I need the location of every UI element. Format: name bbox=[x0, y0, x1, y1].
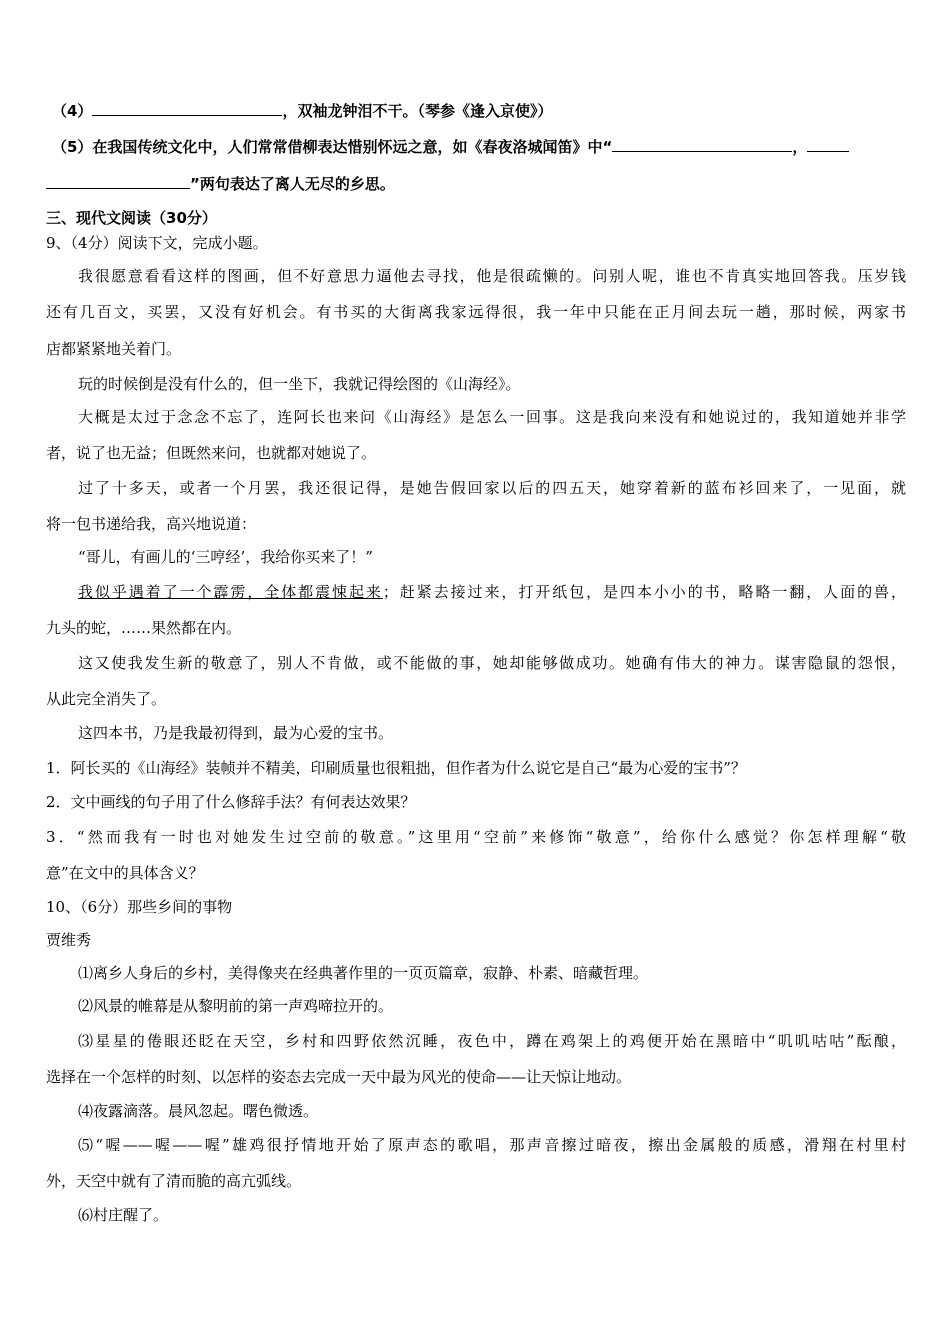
q5-blank-1[interactable] bbox=[612, 137, 792, 152]
q9-p4-line2: 将一包书递给我，高兴地说道： bbox=[46, 515, 257, 533]
q10-section-5-line2: 外，天空中就有了清而脆的高亢弧线。 bbox=[46, 1172, 302, 1190]
q9-p2: 玩的时候倒是没有什么的，但一坐下，我就记得绘图的《山海经》。 bbox=[78, 375, 521, 393]
q9-p7-line2: 从此完全消失了。 bbox=[46, 690, 167, 708]
q10-author: 贾维秀 bbox=[46, 931, 92, 949]
q4-blank[interactable] bbox=[92, 101, 282, 116]
q10-section-3-line1: ⑶星星的倦眼还眨在天空，乡村和四野依然沉睡，夜色中，蹲在鸡架上的鸡便开始在黑暗中“叽叽咕咕”酝酿， bbox=[78, 1032, 906, 1050]
q10-section-4: ⑷夜露滴落。晨风忽起。曙色微透。 bbox=[78, 1102, 319, 1120]
q5-blank-2a[interactable] bbox=[807, 137, 849, 152]
q5-comma: ， bbox=[792, 138, 808, 156]
q9-p6-rest: ；赶紧去接过来，打开纸包，是四本小小的书，略略一翻，人面的兽， bbox=[382, 583, 906, 601]
q9-p8: 这四本书，乃是我最初得到，最为心爱的宝书。 bbox=[78, 724, 394, 742]
q9-p1-line2: 还有几百文，买罢，又没有好机会。有书买的大街离我家远得很，我一年中只能在正月间去玩一趟，那时候，两家书 bbox=[46, 303, 906, 321]
q4-tail: ，双袖龙钟泪不干。（琴参《逢入京使》） bbox=[282, 102, 553, 120]
q10-section-1: ⑴离乡人身后的乡村，美得像夹在经典著作里的一页页篇章，寂静、朴素、暗藏哲理。 bbox=[78, 964, 649, 982]
q5-blank-2b[interactable] bbox=[46, 174, 190, 189]
q9-sub-question-3-line2: 意”在文中的具体含义？ bbox=[46, 864, 204, 882]
q10-section-3-line2: 选择在一个怎样的时刻、以怎样的姿态去完成一天中最为风光的使命——让天惊让地动。 bbox=[46, 1068, 632, 1086]
q9-p3-line1: 大概是太过于念念不忘了，连阿长也来问《山海经》是怎么一回事。这是我向来没有和她说过的，我知道她并非学 bbox=[78, 408, 906, 426]
q10-section-5-line1: ⑸“喔——喔——喔”雄鸡很抒情地开始了原声态的歌唱，那声音擦过暗夜，擦出金属般的质感，滑翔在村里村 bbox=[78, 1136, 906, 1154]
q10-section-2: ⑵风景的帷幕是从黎明前的第一声鸡啼拉开的。 bbox=[78, 997, 394, 1015]
q4-line bbox=[52, 100, 912, 122]
q10-section-6: ⑹村庄醒了。 bbox=[78, 1206, 169, 1224]
q9-p7-line1: 这又使我发生新的敬意了，别人不肯做，或不能做的事，她却能够做成功。她确有伟大的神力。谋害隐鼠的怨恨， bbox=[78, 654, 906, 672]
q5-tail: ”两句表达了离人无尽的乡思。 bbox=[190, 175, 395, 193]
q9-p6-line1 bbox=[78, 581, 906, 603]
q9-p1-line1: 我很愿意看看这样的图画，但不好意思力逼他去寻找，他是很疏懒的。问别人呢，谁也不肯真实地回答我。压岁钱 bbox=[78, 267, 906, 285]
q9-p4-line1: 过了十多天，或者一个月罢，我还很记得，是她告假回家以后的四五天，她穿着新的蓝布衫回来了，一见面，就 bbox=[78, 479, 906, 497]
q9-p6-line2: 九头的蛇，……果然都在内。 bbox=[46, 619, 242, 637]
q9-underlined-sentence: 我似乎遇着了一个霹雳，全体都震悚起来 bbox=[78, 583, 383, 601]
q10-title: 10、（6分）那些乡间的事物 bbox=[46, 898, 233, 916]
q9-sub-question-1: 1．阿长买的《山海经》装帧并不精美，印刷质量也很粗拙，但作者为什么说它是自己“最为心爱的宝书”？ bbox=[46, 759, 746, 777]
q9-title: 9、（4分）阅读下文，完成小题。 bbox=[46, 234, 268, 252]
q5-text: （5）在我国传统文化中，人们常常借柳表达惜别怀远之意，如《春夜洛城闻笛》中“ bbox=[52, 138, 613, 156]
q4-label: （4） bbox=[52, 102, 93, 120]
q5-line-2 bbox=[46, 173, 906, 195]
section-3-heading: 三、现代文阅读（30分） bbox=[46, 209, 217, 227]
q9-p3-line2: 者，说了也无益；但既然来问，也就都对她说了。 bbox=[46, 444, 377, 462]
q5-line-1 bbox=[52, 136, 912, 158]
q9-p5: “哥儿，有画儿的‘三哼经’，我给你买来了！” bbox=[78, 548, 373, 566]
q9-sub-question-2: 2．文中画线的句子用了什么修辞手法？有何表达效果？ bbox=[46, 793, 416, 811]
q9-sub-question-3-line1: 3．“然而我有一时也对她发生过空前的敬意。”这里用“空前”来修饰“敬意”，给你什么感觉？你怎样理解“敬 bbox=[46, 828, 906, 846]
q9-p1-line3: 店都紧紧地关着门。 bbox=[46, 340, 182, 358]
